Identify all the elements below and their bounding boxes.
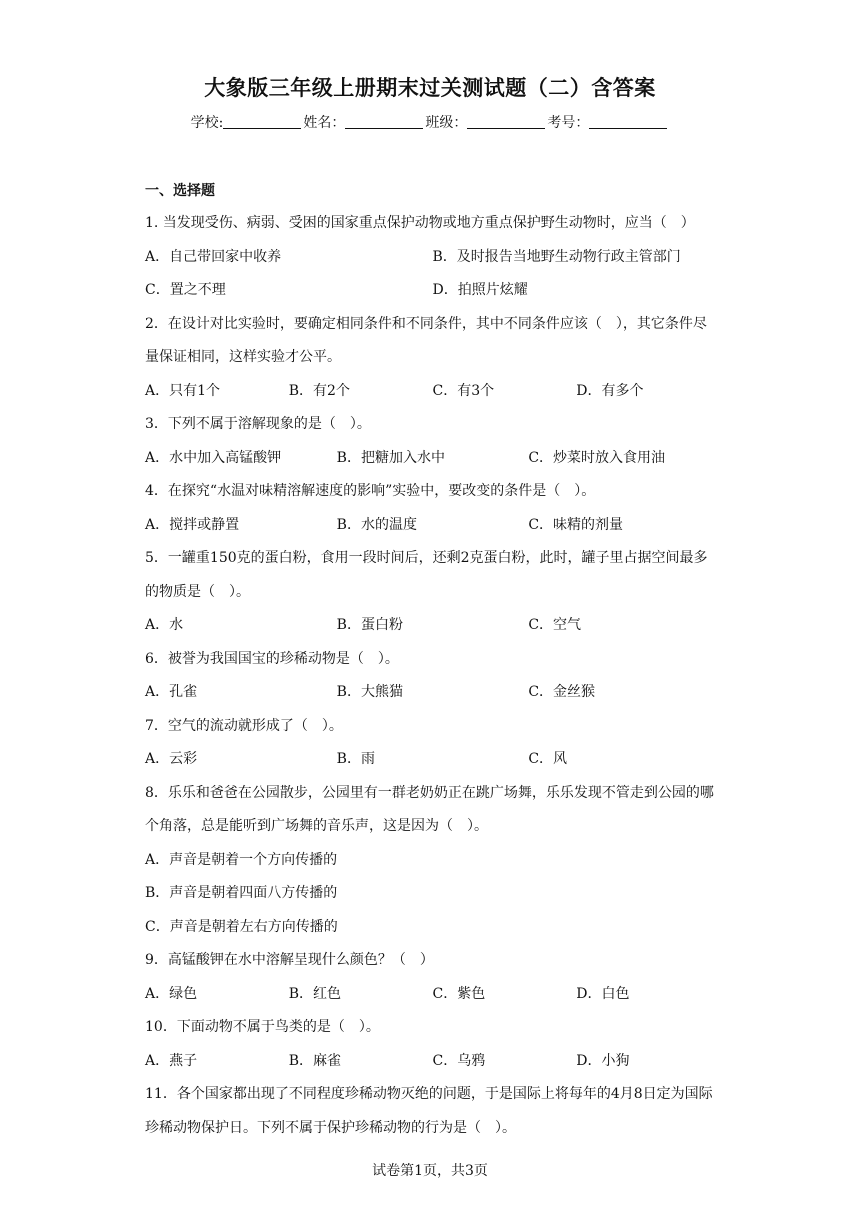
question-2-option-b: B．有2个 [288, 382, 350, 399]
question-7-options [145, 743, 720, 777]
question-6: 6．被誉为我国国宝的珍稀动物是（ ）。 [145, 650, 399, 667]
question-3-option-c: C．炒菜时放入食用油 [528, 449, 666, 466]
question-8-option-b: B．声音是朝着四面八方传播的 [145, 885, 338, 901]
question-4-options [145, 509, 720, 543]
question-1-options [145, 241, 720, 275]
question-9-options [145, 978, 720, 1012]
question-5-option-c: C．空气 [528, 617, 582, 633]
question-5-options [145, 609, 720, 643]
exam-no-blank[interactable] [589, 114, 667, 129]
question-8: 8．乐乐和爸爸在公园散步，公园里有一群老奶奶正在跳广场舞，乐乐发现不管走到公园的哪个角落，总是能听到广场舞的音乐声，这是因为（ ）。 [145, 784, 714, 834]
question-1-option-d: D．拍照片炫耀 [432, 282, 528, 298]
question-9: 9．高锰酸钾在水中溶解呈现什么颜色？（ ） [145, 952, 434, 968]
question-4-option-a: A．搅拌或静置 [145, 516, 240, 533]
class-blank[interactable] [467, 114, 545, 129]
page-footer: 试卷第1页，共3页 [372, 1163, 488, 1179]
question-8-option-c: C．声音是朝着左右方向传播的 [145, 918, 338, 935]
question-10-option-a: A．燕子 [145, 1052, 198, 1069]
question-list [145, 207, 720, 1145]
question-5-option-b: B．蛋白粉 [336, 617, 403, 633]
name-label: 姓名： [303, 115, 346, 131]
question-4: 4．在探究“水温对味精溶解速度的影响”实验中，要改变的条件是（ ）。 [145, 483, 596, 499]
question-9-option-d: D．白色 [576, 985, 630, 1002]
question-9-option-c: C．紫色 [432, 985, 486, 1002]
question-8-option-a: A．声音是朝着一个方向传播的 [145, 851, 338, 868]
question-9-option-a: A．绿色 [145, 985, 198, 1002]
question-3-option-b: B．把糖加入水中 [336, 449, 445, 466]
question-3-option-a: A．水中加入高锰酸钾 [145, 449, 282, 466]
question-3: 3．下列不属于溶解现象的是（ ）。 [145, 416, 371, 432]
question-1-option-c: C．置之不理 [145, 282, 226, 298]
question-3-options [145, 442, 720, 476]
question-2-option-a: A．只有1个 [145, 382, 221, 399]
question-1: 1. 当发现受伤、病弱、受困的国家重点保护动物或地方重点保护野生动物时，应当（ ） [145, 215, 695, 231]
question-4-option-c: C．味精的剂量 [528, 516, 624, 533]
question-1-options-2 [145, 274, 720, 308]
question-7: 7．空气的流动就形成了（ ）。 [145, 717, 343, 734]
question-10-option-b: B．麻雀 [288, 1052, 342, 1069]
exam-no-label: 考号： [547, 115, 590, 131]
question-6-option-a: A．孔雀 [145, 684, 198, 700]
question-11: 11．各个国家都出现了不同程度珍稀动物灭绝的问题，于是国际上将每年的4月8日定为国际珍稀动物保护日。下列不属于保护珍稀动物的行为是（ ）。 [145, 1086, 713, 1136]
class-label: 班级： [425, 115, 468, 131]
question-5: 5．一罐重150克的蛋白粉，食用一段时间后，还剩2克蛋白粉，此时，罐子里占据空间最多的物质是（ ）。 [145, 550, 708, 600]
question-9-option-b: B．红色 [288, 985, 342, 1002]
question-10-options [145, 1045, 720, 1079]
question-7-option-c: C．风 [528, 751, 568, 767]
question-2-options [145, 375, 720, 409]
school-blank[interactable] [223, 114, 301, 129]
school-label: 学校: [190, 115, 224, 131]
question-6-option-b: B．大熊猫 [336, 684, 403, 700]
question-10: 10．下面动物不属于鸟类的是（ ）。 [145, 1019, 380, 1035]
page-title: 大象版三年级上册期末过关测试题（二）含答案 [204, 76, 656, 100]
question-6-option-c: C．金丝猴 [528, 684, 596, 700]
question-10-option-c: C．乌鸦 [432, 1052, 486, 1069]
question-7-option-b: B．雨 [336, 751, 375, 767]
question-6-options [145, 676, 720, 710]
section-heading: 一、选择题 [145, 183, 215, 199]
question-1-option-a: A．自己带回家中收养 [145, 248, 282, 265]
question-1-option-b: B．及时报告当地野生动物行政主管部门 [432, 248, 681, 265]
student-info-line [0, 112, 860, 132]
question-10-option-d: D．小狗 [576, 1052, 630, 1069]
question-2-option-c: C．有3个 [432, 382, 495, 399]
question-7-option-a: A．云彩 [145, 751, 198, 767]
question-2: 2．在设计对比实验时，要确定相同条件和不同条件，其中不同条件应该（ ），其它条件尽量保证相同，这样实验才公平。 [145, 315, 707, 365]
question-5-option-a: A．水 [145, 617, 184, 633]
question-2-option-d: D．有多个 [576, 382, 644, 399]
question-4-option-b: B．水的温度 [336, 516, 417, 533]
name-blank[interactable] [345, 114, 423, 129]
